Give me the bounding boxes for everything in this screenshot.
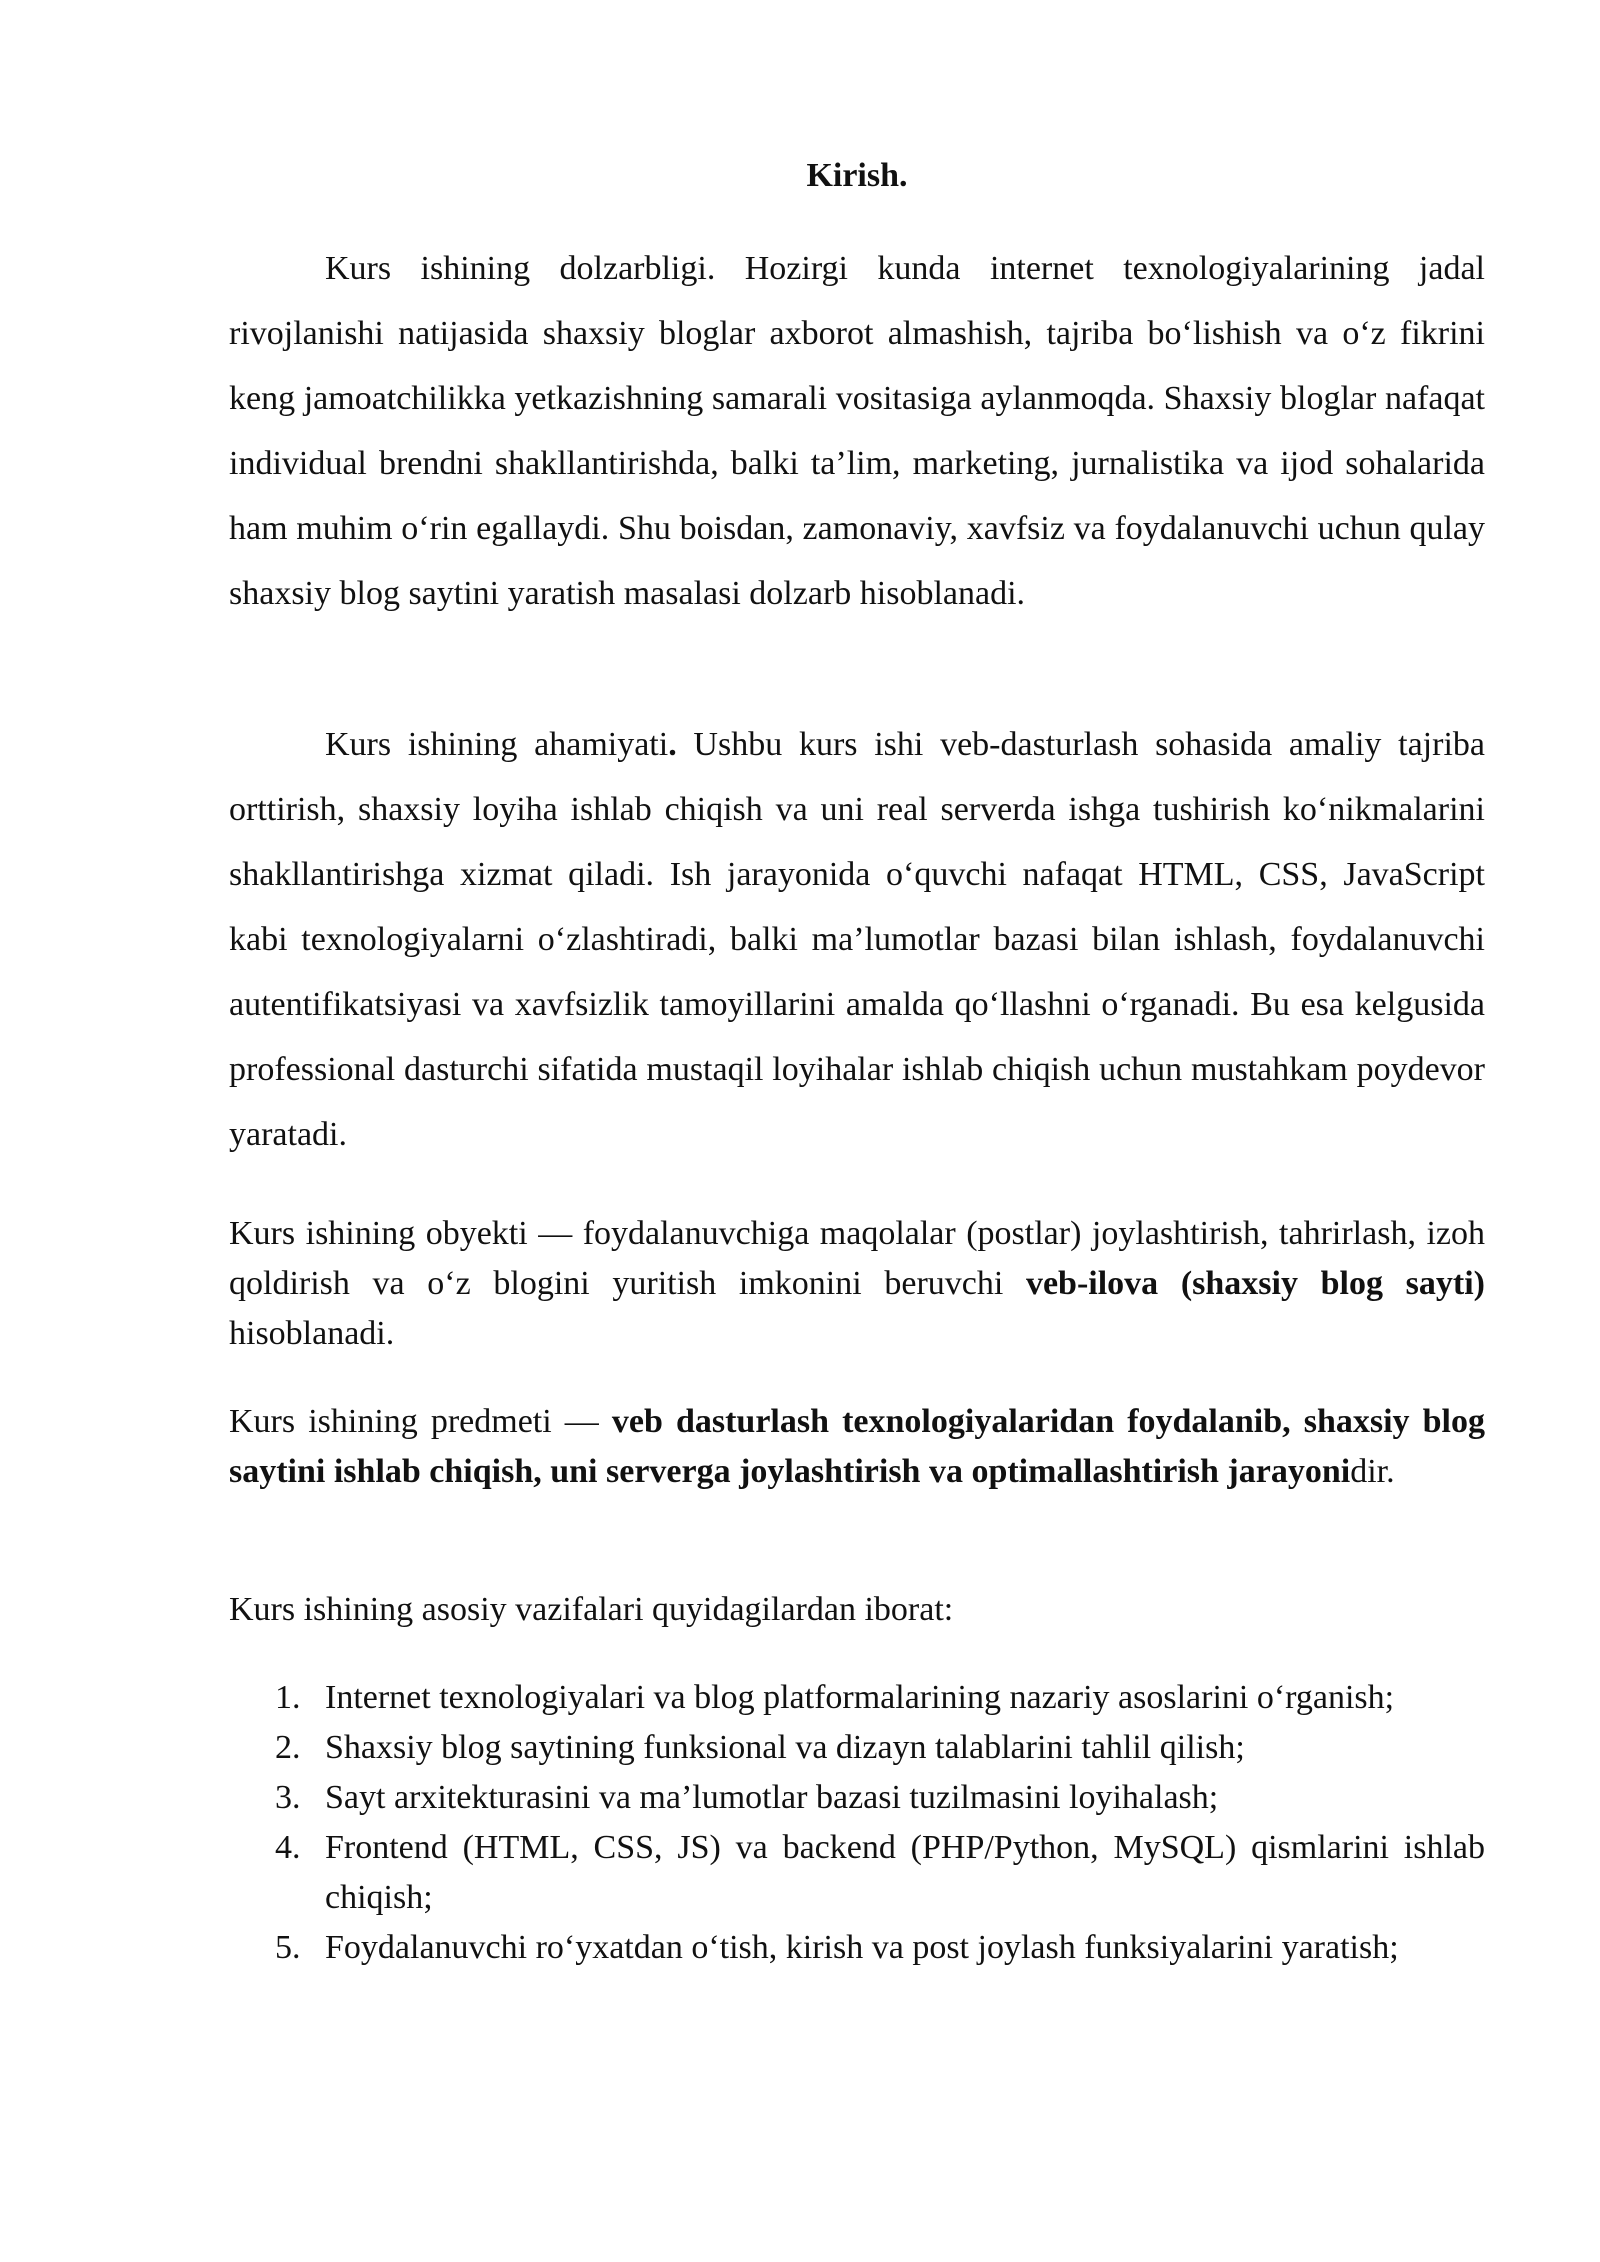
relevance-lead: Kurs ishining dolzarbligi. [325, 250, 716, 287]
importance-paragraph [229, 712, 1485, 1167]
importance-text: Ushbu kurs ishi veb-dasturlash sohasida amaliy tajriba orttirish, shaxsiy loyiha ishlab chiqish va uni real serverda ishga tushirish ko‘nikmalarini shakllantirishga xizmat qiladi. Ish jarayonida o‘quvchi nafaqat HTML, CSS, JavaScript kabi texnologiyalarni o‘zlashtiradi, balki ma’lumotlar bazasi bilan ishlash, foydalanuvchi autentifikatsiyasi va xavfsizlik tamoyillarini amalda qo‘llashni o‘rganadi. Bu esa kelgusida professional dasturchi sifatida mustaqil loyihalar ishlab chiqish uchun mustahkam poydevor yaratadi. [229, 726, 1485, 1153]
list-item-number: 3. [275, 1779, 301, 1816]
object-tail: hisoblanadi. [229, 1315, 395, 1352]
tasks-list [229, 1673, 1485, 1973]
list-item-number: 1. [275, 1679, 301, 1716]
list-item-text: Shaxsiy blog saytining funksional va dizayn talablarini tahlil qilish; [325, 1729, 1245, 1766]
subject-text: Kurs ishining predmeti — [229, 1403, 612, 1440]
tasks-intro: Kurs ishining asosiy vazifalari quyidagilardan iborat: [229, 1591, 954, 1628]
importance-lead-dot: . [668, 726, 677, 763]
list-item-text: Frontend (HTML, CSS, JS) va backend (PHP/Python, MySQL) qismlarini ishlab chiqish; [325, 1829, 1485, 1916]
list-item-number: 5. [275, 1929, 301, 1966]
list-item [229, 1723, 1485, 1773]
section-title: Kirish. [806, 157, 908, 194]
subject-bold: veb dasturlash texnologiyalaridan foydalanib, shaxsiy blog saytini ishlab chiqish, uni serverga joylashtirish va optimallashtirish jarayoni [229, 1403, 1485, 1490]
list-item-number: 2. [275, 1729, 301, 1766]
object-paragraph [229, 1209, 1485, 1359]
subject-tail: dir. [1350, 1453, 1395, 1490]
list-item [229, 1823, 1485, 1923]
list-item-number: 4. [275, 1829, 301, 1866]
importance-lead: Kurs ishining ahamiyati [325, 726, 669, 763]
object-bold: veb-ilova (shaxsiy blog sayti) [1025, 1265, 1485, 1302]
subject-paragraph [229, 1397, 1485, 1497]
object-text: Kurs ishining obyekti — foydalanuvchiga maqolalar (postlar) joylashtirish, tahrirlash, izoh qoldirish va o‘z blogini yuritish imkonini beruvchi [229, 1215, 1485, 1302]
list-item-text: Internet texnologiyalari va blog platformalarining nazariy asoslarini o‘rganish; [325, 1679, 1395, 1716]
list-item-text: Foydalanuvchi ro‘yxatdan o‘tish, kirish va post joylash funksiyalarini yaratish; [325, 1929, 1399, 1966]
list-item [229, 1673, 1485, 1723]
relevance-paragraph [229, 236, 1485, 626]
relevance-text: Hozirgi kunda internet texnologiyalarining jadal rivojlanishi natijasida shaxsiy bloglar axborot almashish, tajriba bo‘lishish va o‘z fikrini keng jamoatchilikka yetkazishning samarali vositasiga aylanmoqda. Shaxsiy bloglar nafaqat individual brendni shakllantirishda, balki ta’lim, marketing, jurnalistika va ijod sohalarida ham muhim o‘rin egallaydi. Shu boisdan, zamonaviy, xavfsiz va foydalanuvchi uchun qulay shaxsiy blog saytini yaratish masalasi dolzarb hisoblanadi. [229, 250, 1485, 612]
list-item-text: Sayt arxitekturasini va ma’lumotlar bazasi tuzilmasini loyihalash; [325, 1779, 1219, 1816]
list-item [229, 1923, 1485, 1973]
list-item [229, 1773, 1485, 1823]
